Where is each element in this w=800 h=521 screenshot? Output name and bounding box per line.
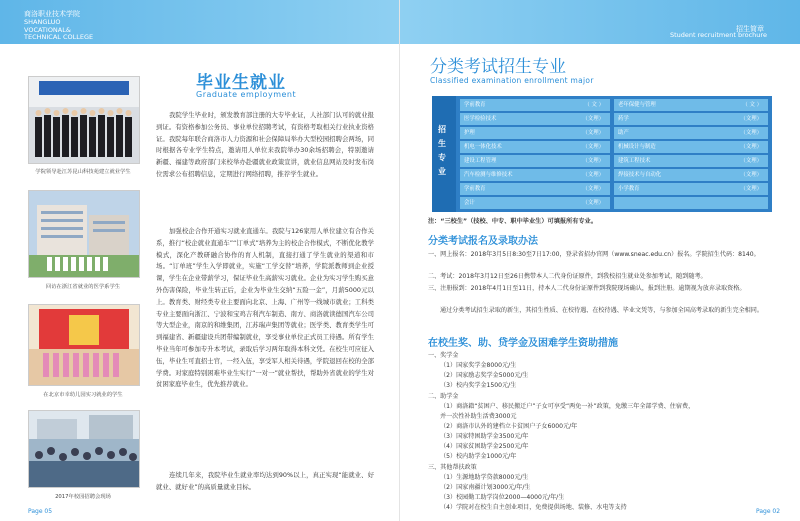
employment-paragraph-1: 我院学生毕业时，颁发教育部注册的大专毕业证，人社部门认可的就业报到证。有资格参加公务员、事业单位招聘考试，有资格考取相关行业执业资格证。我院每年联合商洛市人力资源和社会保障局举办大型校园招聘会两场，同时根据各专业学生特点，邀请用人单位来我院举办30余场招聘会，特别邀请新疆、福建等政府部门来校举办赴疆就业政策宣讲，就业信息网站及时发布岗位需求公布招聘信息，定期进行网络招聘，推荐学生就业。 bbox=[156, 111, 374, 178]
major-left-7: 学前教育 （文理） bbox=[460, 183, 610, 196]
aid-line-7: 并一次性补助生活费3000元 bbox=[440, 413, 517, 420]
caption-photo-1: 学院领导赴江苏昆山科技苑建立就业学生 bbox=[35, 169, 131, 175]
aid-line-11: （5）校内助学金1000元/年 bbox=[440, 453, 517, 460]
admission-method-title: 分类考试报名及录取办法 bbox=[428, 236, 538, 247]
side-char-4: 业 bbox=[438, 167, 446, 176]
aid-line-6: （1）商洛籍“贫困户、移民搬迁户”子女可享受“两免一补”政策，免缴三年全部学费、住宿费， bbox=[440, 403, 695, 410]
financial-aid-title: 在校生奖、助、贷学金及困难学生资助措施 bbox=[428, 338, 618, 349]
majors-side-label bbox=[432, 96, 456, 212]
left-page-number: Page 05 bbox=[28, 508, 53, 515]
major-left-2: 医学检验技术 （文理） bbox=[460, 113, 610, 126]
employment-paragraph-3: 连续几年来，我院毕业生就业率均达到90%以上，真正实现“能就业、好就业、就好业”的高质量就业目标。 bbox=[156, 471, 374, 491]
major-left-5: 建设工程管理 （文理） bbox=[460, 155, 610, 168]
side-char-1: 招 bbox=[438, 125, 446, 134]
major-right-5: 建筑工程技术 （文理） bbox=[614, 155, 768, 168]
caption-photo-3: 在北京市幸幼儿园实习就业的学生 bbox=[43, 392, 123, 398]
brochure-name-cn: 招生简章 bbox=[736, 25, 764, 33]
aid-line-15: （3）校园勤工助学岗位2000—4000元/年/生 bbox=[440, 494, 565, 501]
major-left-4: 机电一体化技术 （文理） bbox=[460, 141, 610, 154]
college-name-en-1: SHANGLUO bbox=[24, 18, 61, 26]
major-left-6: 汽车检测与维修技术 （文理） bbox=[460, 169, 610, 182]
aid-line-13: （1）生源地助学贷款8000元/生 bbox=[440, 474, 529, 481]
major-right-2: 药学 （文理） bbox=[614, 113, 768, 126]
caption-photo-2: 回访在浙江省就业的医学系学生 bbox=[45, 284, 121, 290]
aid-line-5: 二、助学金 bbox=[428, 393, 459, 400]
admission-line-3: 三、注册报到：2018年4月1日至11日，持本人二代身份证原件到我院现场确认，报到注册。逾期视为放弃录取资格。 bbox=[428, 285, 746, 292]
side-char-3: 专 bbox=[438, 153, 446, 162]
admission-line-1: 一、网上报名：2018年3月5日8:30至7日17:00，登录省招办官网（www.sneac.edu.cn）报名。学院招生代码：8140。 bbox=[428, 251, 760, 258]
employment-paragraph-2: 加强校企合作开通实习就业直通车。我院与126家用人单位建立有合作关系，推行“校企就业直通车”“订单式”培养为主的校企合作模式，不断优化教学模式，深化产教研融合协作的育人机制，直接打通了学生就业的渠道和市场。“订单班”学生入学即就业，实施“工学交替”培养，学院派教师到企业授课，学生在企业带薪学习，保证毕业生高薪实习就业。企业为实习学生购买意外伤害保险，毕业生转正后，企业为毕业生交纳“五险一金”，月薪5000元以上。教育类、财经类专业主要面向北京、上海、广州等一线城市就业；工科类专业主要面向浙江、宁波和宝鸡吉利汽车制造、南方、商洛就读德国汽车公司等大型企业，南京的和维集团，江苏瑞声集团等就业；医学类、教育类学生可到福建省、新疆建设兵团带编制就业，享受事业单位正式员工待遇。所有学生毕业当年可参加专升本考试，录取后学习两年取得本科文凭。在校生可应征入伍，毕业生可直招士官，一经入伍，享受军人相关待遇，学院退回在校的全部学费。对家庭特别困难毕业生实行“一对一”就业帮扶，帮助外省就业的学生对贫困家庭毕业生，优先推荐就业。 bbox=[156, 227, 374, 389]
left-header-bar bbox=[0, 0, 400, 44]
majors-title: 分类考试招生专业 bbox=[430, 57, 566, 77]
side-char-2: 生 bbox=[438, 139, 446, 148]
major-right-6: 焊接技术与自动化 （文理） bbox=[614, 169, 768, 182]
majors-subtitle: Classified examination enrollment major bbox=[430, 76, 594, 85]
right-page-number: Page 02 bbox=[756, 508, 781, 515]
aid-line-4: （3）校内奖学金1500元/生 bbox=[440, 382, 517, 389]
photo-zhejiang-visit bbox=[28, 190, 140, 278]
aid-line-2: （1）国家奖学金8000元/生 bbox=[440, 362, 517, 369]
majors-table bbox=[432, 96, 772, 212]
admission-line-4: 通过分类考试招生录取的新生，其招生性质、在校待遇、在校待遇、毕业文凭等，与参加全国高考录取的新生完全相同。 bbox=[440, 307, 763, 314]
photo-leaders-kunshan bbox=[28, 76, 140, 164]
aid-line-12: 三、其他帮扶政策 bbox=[428, 464, 477, 471]
aid-line-10: （4）国家贫困助学金2500元/年 bbox=[440, 443, 529, 450]
major-right-1: 老年保健与管理 （ 文 ） bbox=[614, 99, 768, 112]
employment-subtitle: Graduate employment bbox=[196, 90, 297, 99]
aid-line-9: （3）国家特困助学金3500元/年 bbox=[440, 433, 529, 440]
right-header-bar bbox=[400, 0, 800, 44]
aid-line-8: （2）商洛市认外的建档立卡贫困户子女6000元/年 bbox=[440, 423, 578, 430]
college-name-en-3: TECHNICAL COLLEGE bbox=[24, 33, 94, 41]
photo-beijing-kindergarten bbox=[28, 304, 140, 386]
aid-line-16: （4）学院对在校生自主创业项目，免费提供场地、装修、水电等支持 bbox=[440, 504, 627, 511]
college-name-en-2: VOCATIONAL& bbox=[24, 25, 71, 34]
aid-line-3: （2）国家励志奖学金5000元/生 bbox=[440, 372, 529, 379]
caption-photo-4: 2017年校园招聘会现场 bbox=[55, 494, 111, 500]
photo-job-fair bbox=[28, 410, 140, 488]
brochure-name-en: Student recruitment brochure bbox=[670, 31, 767, 39]
college-name-cn: 商洛职业技术学院 bbox=[24, 10, 80, 18]
three-school-note: 注：“三校生”（技校、中专、职中毕业生）可填报所有专业。 bbox=[428, 218, 598, 225]
aid-line-1: 一、奖学金 bbox=[428, 352, 459, 359]
major-right-4: 机械设计与制造 （文理） bbox=[614, 141, 768, 154]
major-left-3: 护理 （文理） bbox=[460, 127, 610, 140]
employment-title: 毕业生就业 bbox=[196, 73, 286, 93]
major-right-7: 小学教育 （文理） bbox=[614, 183, 768, 196]
major-right-3: 助产 （文理） bbox=[614, 127, 768, 140]
major-right-empty bbox=[614, 197, 768, 210]
admission-line-2: 二、考试：2018年3月12日至26日携带本人二代身份证原件，到我校招生就业处参加考试，随到随考。 bbox=[428, 273, 707, 280]
major-left-1: 学前教育 （ 文 ） bbox=[460, 99, 610, 112]
major-left-8: 会计 （文理） bbox=[460, 197, 610, 210]
aid-line-14: （2）国家南疆计划3000元/年/生 bbox=[440, 484, 531, 491]
